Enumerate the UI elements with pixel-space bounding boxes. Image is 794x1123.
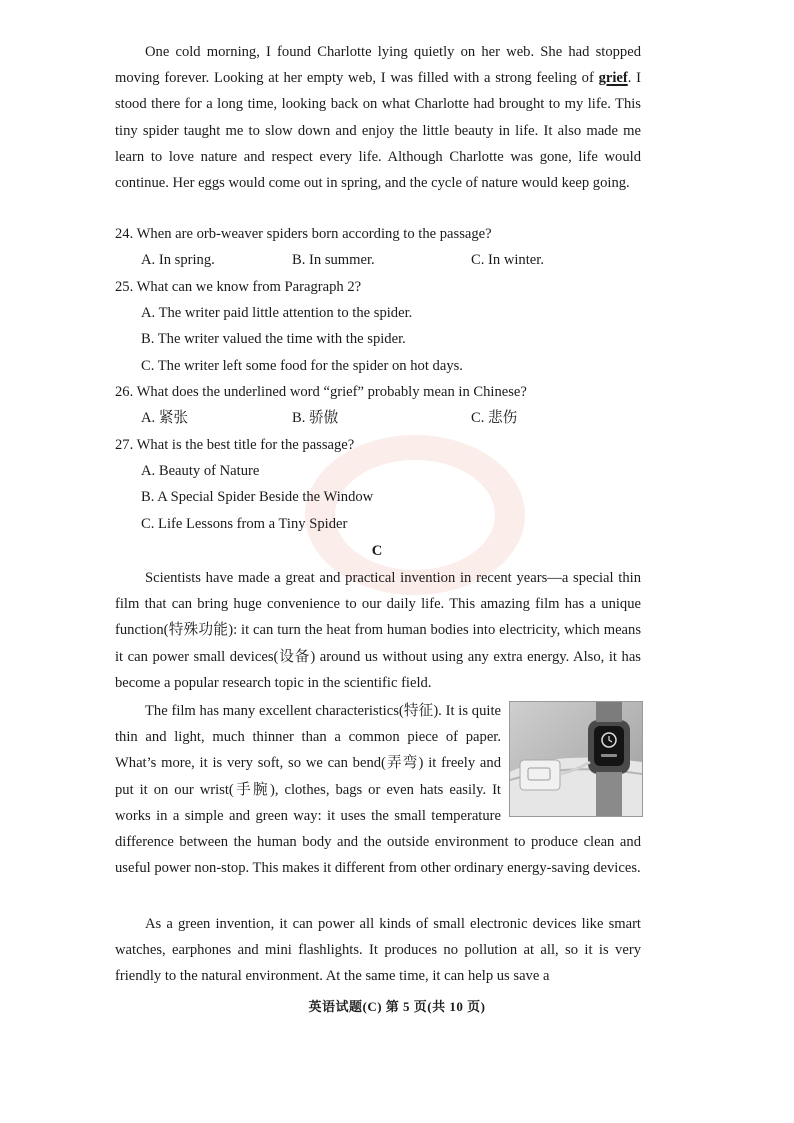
q26-option-c: C. 悲伤 xyxy=(471,410,518,426)
underlined-word-grief: grief xyxy=(598,70,628,87)
q26-option-a: A. 紧张 xyxy=(141,410,189,426)
question-25: 25. What can we know from Paragraph 2? xyxy=(115,279,362,295)
q27-option-b: B. A Special Spider Beside the Window xyxy=(141,489,374,505)
q25-option-b: B. The writer valued the time with the spider. xyxy=(141,331,406,347)
page-footer: 英语试题(C) 第 5 页(共 10 页) xyxy=(308,999,486,1014)
section-c-paragraph-1: Scientists have made a great and practical invention in recent years—a special thin film that can bring huge convenience to our daily life. This amazing film has a unique function(特殊功能): it can turn the heat from human bodies into electricity, which means it can power small devices(设备) around us without using any extra energy. Also, it has become a popular research topic in the scientific field. xyxy=(115,570,641,691)
question-24: 24. When are orb-weaver spiders born according to the passage? xyxy=(115,226,492,242)
q24-option-a: A. In spring. xyxy=(141,252,215,268)
q25-option-a: A. The writer paid little attention to the spider. xyxy=(141,305,413,321)
section-c-paragraph-3: As a green invention, it can power all kinds of small electronic devices like smart watches, earphones and mini flashlights. It produces no pollution at all, so it is very friendly to the natural environment. At the same time, it can help us save a xyxy=(115,916,641,985)
section-c-heading: C xyxy=(371,543,383,559)
q26-option-b: B. 骄傲 xyxy=(292,410,339,426)
section-c-paragraph-2: The film has many excellent characteristics(特征). It is quite thin and light, much thinner than a common piece of paper. What’s more, it is very soft, so we can bend(弄弯) it freely and put it on our wrist(手腕), clothes, bags or even hats easily. It works in a simple and green way: it uses the small temperature difference between the human body and the outside environment to produce clean and useful power non-stop. This makes it different from other ordinary energy-saving devices. xyxy=(115,703,641,877)
question-26: 26. What does the underlined word “grief” probably mean in Chinese? xyxy=(115,384,527,400)
q27-option-a: A. Beauty of Nature xyxy=(141,463,260,479)
q27-option-c: C. Life Lessons from a Tiny Spider xyxy=(141,516,348,532)
q24-option-b: B. In summer. xyxy=(292,252,375,268)
q24-option-c: C. In winter. xyxy=(471,252,544,268)
passage-b-final-paragraph: One cold morning, I found Charlotte lying quietly on her web. She had stopped moving forever. Looking at her empty web, I was filled with a strong feeling of grief. I stood there for a long time, looking back on what Charlotte had brought to my life. This tiny spider taught me to slow down and enjoy the little beauty in life. It also made me learn to love nature and respect every life. Although Charlotte was gone, life would continue. Her eggs would come out in spring, and the cycle of nature would keep going. xyxy=(115,44,641,192)
q25-option-c: C. The writer left some food for the spider on hot days. xyxy=(141,358,463,374)
question-27: 27. What is the best title for the passage? xyxy=(115,437,355,453)
